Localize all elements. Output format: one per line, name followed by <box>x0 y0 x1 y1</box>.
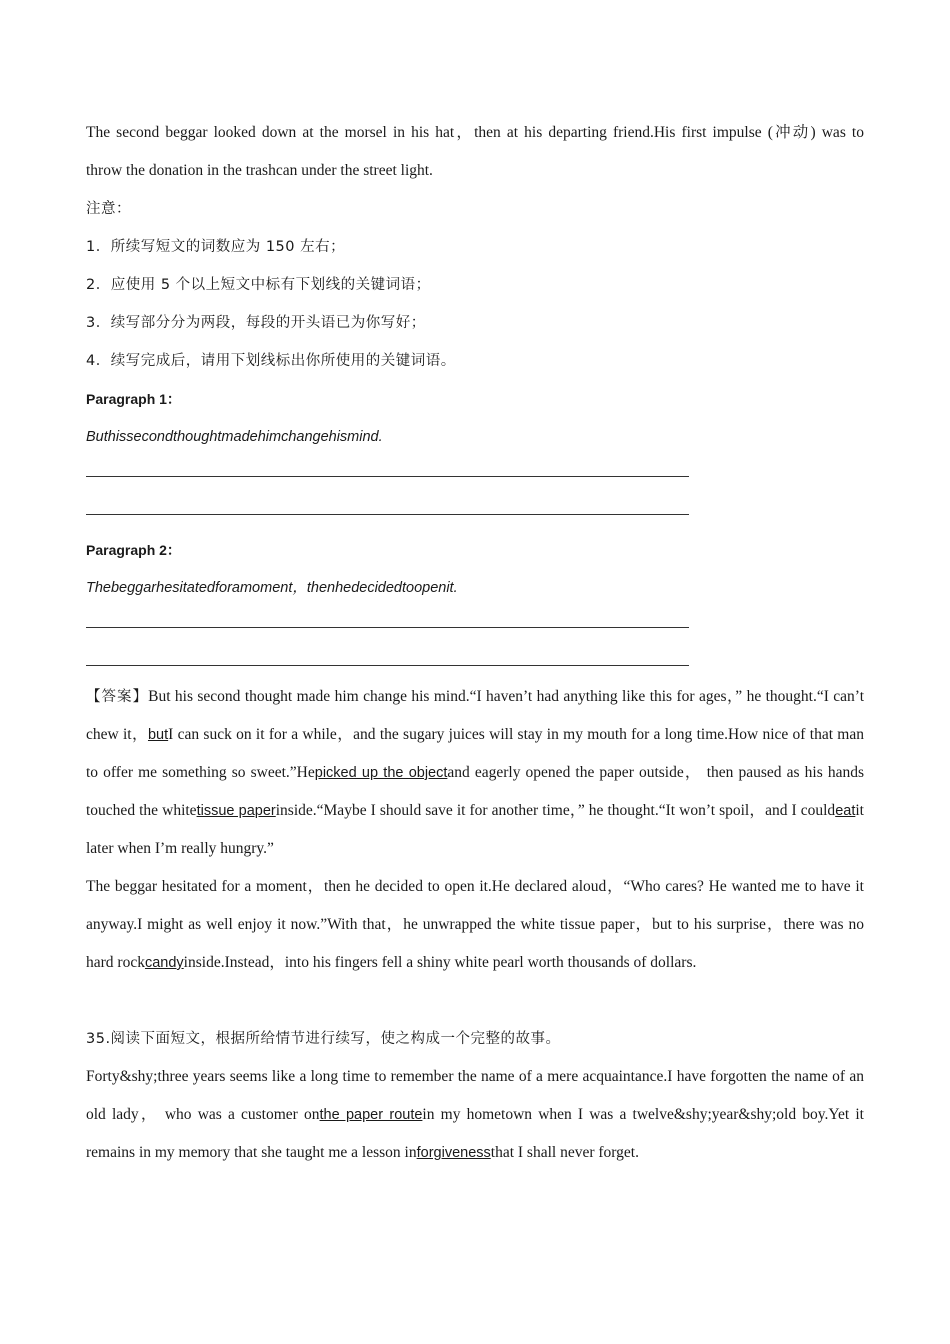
paragraph-1-label: Paragraph 1： <box>86 391 181 407</box>
underlined-keyword: tissue paper <box>196 803 276 819</box>
answer-paragraph-2: The beggar hesitated for a moment，then he decided to open it.He declared aloud，“Who cares? He wanted me to have it anyway.I might as well enjoy it now.”With that，he unwrapped the white tissue paper，but to his surprise，there was no hard rockcandyinside.Instead，into his fingers fell a shiny white pearl worth thousands of dollars. <box>86 878 864 971</box>
underlined-keyword: candy <box>144 955 184 971</box>
question-35-passage: Forty&shy;three years seems like a long time to remember the name of a mere acquaintance.I have forgotten the name of an old lady， who was a customer onthe paper routein my hometown when I was a twelve&shy;year&shy;old boy.Yet it remains in my memory that she taught me a lesson inforgivenessthat I shall never forget. <box>86 1068 864 1161</box>
paragraph-2-opener: Thebeggarhesitatedforamoment，thenhedecidedtoopenit. <box>86 580 458 596</box>
notes-heading: 注意： <box>86 201 131 217</box>
answer-paragraph-1: 【答案】But his second thought made him change his mind.“I haven’t had anything like this for ages，” he thought.“I can’t chew it，butI can suck on it for a while，and the sugary juices will stay in my mouth for a long time.How nice of that man to offer me something so sweet.”Hepicked up the objectand eagerly opened the paper outside， then paused as his hands touched the whitetissue paperinside.“Maybe I should save it for another time，” he thought.“It won’t spoil，and I couldeatit later when I’m really hungry.” <box>86 688 864 857</box>
question-35-heading: 35.阅读下面短文，根据所给情节进行续写，使之构成一个完整的故事。 <box>86 1031 561 1047</box>
underlined-keyword: but <box>147 727 169 743</box>
note-item: 3．续写部分分为两段，每段的开头语已为你写好； <box>86 315 426 331</box>
document-page <box>86 114 864 1172</box>
intro-line-2: throw the donation in the trashcan under the street light. <box>86 162 433 179</box>
underlined-keyword: eat <box>835 803 856 819</box>
underlined-keyword: the paper route <box>319 1107 423 1123</box>
underlined-keyword: forgiveness <box>416 1145 491 1161</box>
intro-line-1: The second beggar looked down at the morsel in his hat，then at his departing friend.His first impulse (冲动) was to <box>86 124 864 141</box>
paragraph-1-opener: Buthissecondthoughtmadehimchangehismind. <box>86 429 383 445</box>
underlined-keyword: picked up the object <box>314 765 448 781</box>
note-item: 4．续写完成后，请用下划线标出你所使用的关键词语。 <box>86 353 456 369</box>
note-item: 1．所续写短文的词数应为 150 左右； <box>86 239 346 255</box>
note-item: 2．应使用 5 个以上短文中标有下划线的关键词语； <box>86 277 431 293</box>
paragraph-2-label: Paragraph 2： <box>86 542 181 558</box>
answer-label: 【答案】 <box>86 689 149 705</box>
